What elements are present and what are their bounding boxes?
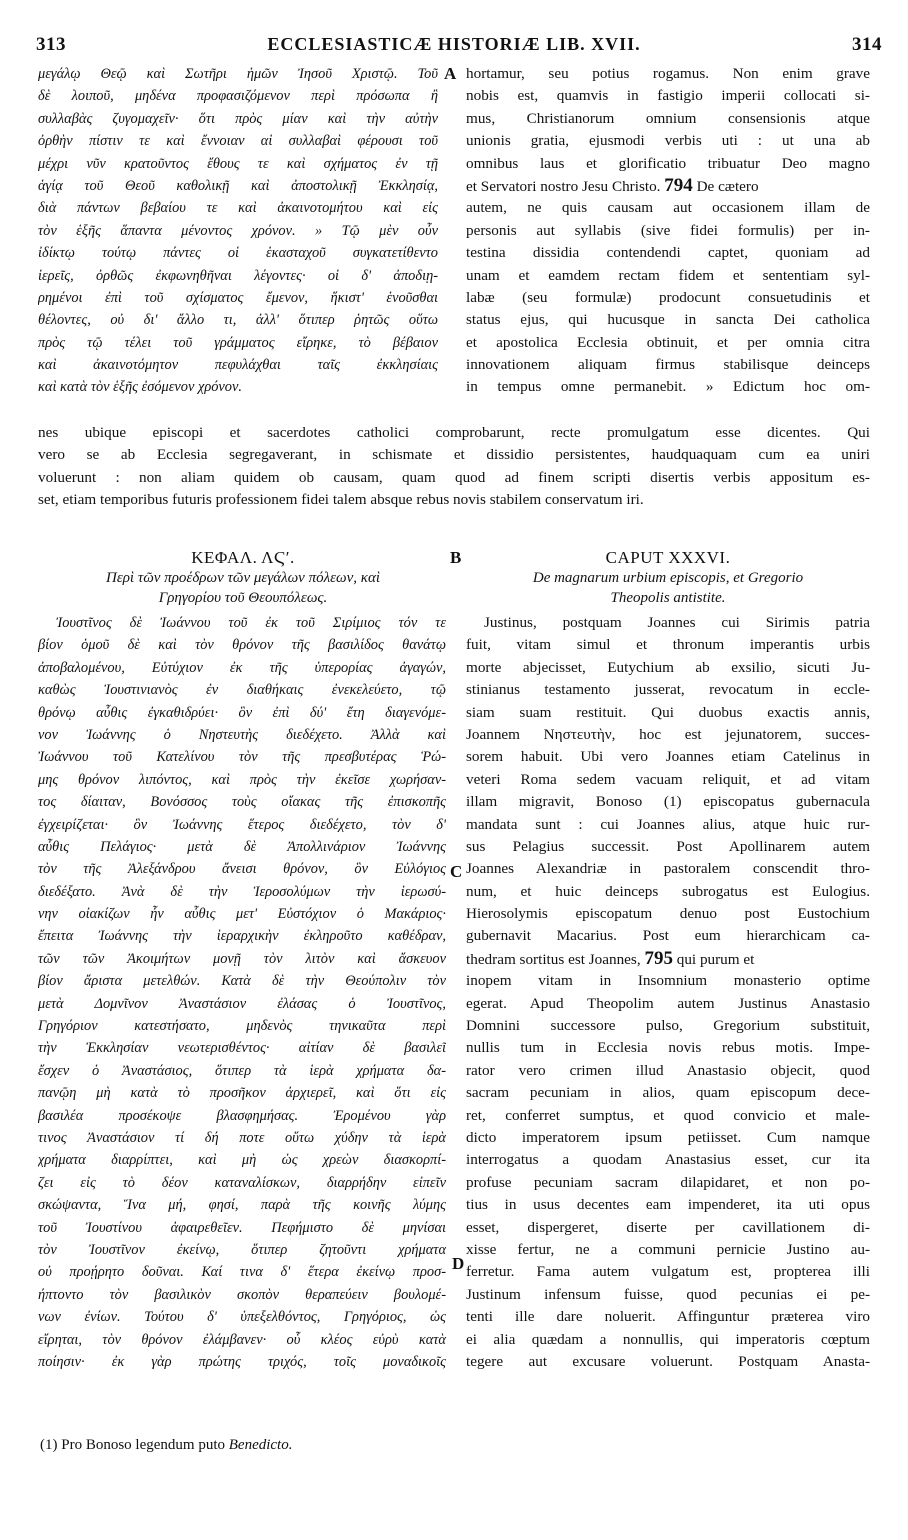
body-latin-line: ei alia quædam a nonnullis, qui imperatoris cœptum [466, 1330, 870, 1348]
body-greek-line: τοῦ Ἰουστίνου ἀφαιρεθεῖεν. Πεφήμιστο δὲ μηνίσαι [38, 1219, 446, 1236]
top-latin-line: status ejus, qui hucusque in sancta Dei catholica [466, 311, 870, 329]
top-latin-line: in tempus omne permanebit. » Edictum hoc om- [466, 378, 870, 396]
body-latin-line: nullis tum in Ecclesia novis rebus motis. Impe- [466, 1039, 870, 1057]
greek-chapter-heading-2: Γρηγορίου τοῦ Θεουπόλεως. [158, 590, 328, 606]
line-text-continued: qui purum et [676, 950, 755, 968]
running-title: ECCLESIASTICÆ HISTORIÆ LIB. XVII. [267, 34, 641, 54]
body-latin-line: Hierosolymis episcopatum denuo post Eustochium [466, 905, 870, 923]
greek-chapter-title [38, 548, 448, 608]
top-latin-line: hortamur, seu potius rogamus. Non enim grave [466, 65, 870, 82]
body-greek-line: πανῷη μὴ κατὰ τὸ προσῆκον ἀρχιερεῖ, καὶ ὅτι εἰς [38, 1085, 446, 1102]
top-full-line: set, etiam temporibus futuris professionem fidei talem absque rebus novis stabilem conservatum iri. [38, 491, 644, 509]
body-greek-line: τὴν Ἐκκλησίαν νεωτερισθέντος· αἰτίαν δὲ βασιλεῖ [38, 1040, 446, 1057]
body-greek-line: τῶν τῶν Ἀκοιμήτων μονῇ τὸν λιτὸν καὶ ἄσκευον [38, 950, 446, 967]
body-greek-line: ζει εἰς τὸ δέον καταναλίσκων, διαρρήδην εἰπεῖν [38, 1174, 446, 1191]
top-greek-line: συλλαβὰς ζυγομαχεῖν· ὅτι πρὸς μίαν καὶ τὴν αὐτὴν [38, 110, 438, 127]
greek-chapter-number: ΚΕΦΑΛ. ΛϚʹ. [191, 548, 295, 567]
top-latin-column [466, 63, 870, 399]
body-latin-line: illam migravit, Bonoso (1) episcopatus gubernacula [466, 793, 870, 811]
body-greek-line: τὸν τῆς Ἀλεξάνδρου ἄνεισι θρόνον, ὃν Εὐλόγιος [38, 861, 446, 878]
body-latin-line [466, 948, 870, 970]
body-latin-line: dicto imperatorem ipsum petiisset. Cum namque [466, 1128, 870, 1146]
body-latin-line: tegere aut excusare voluerunt. Postquam Anasta- [466, 1352, 870, 1370]
body-latin-column [466, 612, 870, 1373]
body-greek-line: βασιλέα προσέκοψε βλασφημήσας. Ἐρομένου γὰρ [38, 1107, 446, 1124]
body-greek-line: ήπτοντο τὸν βασιλικὸν σκοπὸν θεραπεύειν βουλομέ- [38, 1286, 446, 1303]
footnote-italic: Benedicto. [228, 1437, 293, 1453]
body-latin-line: Joannem Νηστευτὴν, hoc est jejunatorem, succes- [466, 725, 870, 743]
body-greek-line: ποίησιν· ἐκ γὰρ πρώτης τριχός, τοῖς μοναδικοῖς [38, 1353, 446, 1370]
body-latin-line: interrogatus a quodam Anastasius esset, cur ita [466, 1151, 870, 1169]
body-greek-line: αὖθις Πελάγιος· μετὰ δὲ Ἀπολλινάριον Ἰωάννης [38, 838, 446, 855]
body-greek-line: τὸν Ἰουστῖνον ἐκείνῳ, ὅτιπερ ζητοῦντι χρήματα [38, 1241, 446, 1258]
body-greek-column [38, 612, 446, 1373]
body-greek-line: μης θρόνον λιπόντος, καὶ πρὸς τὴν ἐκεῖσε χωρήσαν- [38, 771, 446, 788]
latin-chapter-heading-1: De magnarum urbium episcopis, et Gregorio [532, 570, 804, 586]
top-latin-line: testina dissidia contendendi captet, quoniam ad [466, 244, 870, 262]
body-latin-line: stinianus testamento jusserat, revocatum in eccle- [466, 681, 870, 699]
top-greek-line: θέλοντες, οὐ δι' ἄλλο τι, ἀλλ' ὅτιπερ ῥητῶς οὕτω [38, 312, 438, 329]
line-text: thedram sortitus est Joannes, [466, 950, 641, 968]
footnote [40, 1437, 292, 1454]
top-greek-line: ἱερεῖς, ὀρθῶς ἐκφωνηθῆναι λέγοντες· οἱ δ' ἀποδιῃ- [38, 267, 438, 284]
body-greek-line: Ἰουστῖνος δὲ Ἰωάννου τοῦ ἐκ τοῦ Σιρίμιος τόν τε [56, 615, 446, 631]
margin-marker-a: A [444, 64, 457, 83]
top-full-line: voluerunt : non aliam quidem ob causam, quam quod ad finem scripti disertis verbis appositum es- [38, 468, 870, 486]
top-latin-line: labæ (seu formulæ) prodocunt consuetudinis et [466, 288, 870, 306]
latin-chapter-heading-2: Theopolis antistite. [610, 590, 726, 606]
body-greek-line: Γρηγόριον κατεστήσατο, μηδενὸς τηνικαῦτα περὶ [38, 1018, 446, 1035]
body-latin-line: sus Pelagius successit. Post Apollinarem autem [466, 837, 870, 855]
body-latin-line: sacram pecuniam in alios, quam episcopum dece- [466, 1084, 870, 1102]
body-latin-line: tius in usus decentes eam impenderet, ita uti opus [466, 1196, 870, 1214]
body-latin-line: tenti ille dare noluerit. Affinguntur præterea viro [466, 1308, 870, 1326]
body-latin-line: Joannes Alexandriæ in pastoralem conscendit thro- [466, 860, 870, 878]
body-greek-line: τινος Ἀναστάσιον τί δή ποτε οὕτω χύδην τὰ ἱερὰ [38, 1129, 446, 1146]
top-latin-line: nobis est, quamvis in fastigio imperii collocati si- [466, 87, 870, 105]
body-latin-line: profuse pecuniam sacram dilapidaret, et non po- [466, 1173, 870, 1191]
original-page-number: 795 [644, 947, 673, 969]
top-latin-line: unionis gratia, ejusmodi verbis uti : ut una ab [466, 132, 870, 150]
top-full-line: vero se ab Ecclesia segregaverant, in schismate et dissidio persistentes, haudquaquam cum ea uniri [38, 446, 870, 464]
top-greek-line: δὲ λοιποῦ, μηδένα προφασιζόμενον περὶ πρόσωπα ἢ [38, 88, 438, 105]
top-greek-line: μεγάλῳ Θεῷ καὶ Σωτῆρι ἡμῶν Ἰησοῦ Χριστῷ. Τοῦ [38, 66, 438, 82]
body-greek-line: μετὰ Δομνῖνον Ἀναστάσιον ἐλάσας ὁ Ἰουστῖνος, [38, 995, 446, 1012]
footnote-text: (1) Pro Bonoso legendum puto [40, 1437, 225, 1453]
body-latin-line: fuit, vitam simul et thronum imperantis urbis [466, 636, 870, 654]
top-latin-line: unam et eamdem rectam fidem et sententiam syl- [466, 266, 870, 284]
body-greek-line: ἔσχεν ὁ Ἀναστάσιος, ὅτιπερ τὰ ἱερὰ χρήματα δα- [38, 1062, 446, 1079]
top-latin-line: autem, ne quis causam aut occasionem illam de [466, 199, 870, 217]
latin-chapter-title [466, 548, 870, 608]
body-greek-line: τος δίαιταν, Βονόσσος τοὺς οἴακας τῆς ἐπισκοπῆς [38, 794, 446, 811]
body-latin-line: gubernavit Macarius. Post eum hierarchicam ca- [466, 927, 870, 945]
line-text-continued: De cætero [696, 177, 759, 195]
body-greek-line: νον Ἰωάννης ὁ Νηστευτὴς διεδέχετο. Ἀλλὰ καὶ [38, 726, 446, 743]
latin-chapter-number: CAPUT XXXVI. [605, 548, 731, 567]
body-greek-line: ἐγχειρίζεται· ὃν Ἰωάννης ἕτερος διεδέχετο, τὸν δ' [38, 816, 446, 833]
body-greek-line: Ἰωάννου τοῦ Κατελίνου τὸν τῆς πρεσβυτέρας Ῥώ- [38, 749, 446, 766]
top-latin-line: mus, Christianorum omnium consensionis atque [466, 109, 870, 127]
top-greek-column [38, 63, 438, 399]
top-latin-line: omnibus laus et glorificatio tribuatur Deo magno [466, 154, 870, 172]
body-latin-line: rator vero crimen illud Anastasio objecit, quod [466, 1061, 870, 1079]
body-latin-line: siam suam restituit. Qui duobus exactis annis, [466, 703, 870, 721]
top-greek-line: μέχρι νῦν κρατοῦντος ἔθους τε καὶ σχήματος ἐν τῇ [38, 155, 438, 172]
body-greek-line: χρήματα διαρρίπτει, καὶ μὴ ὡς χρεὼν διασκορπί- [38, 1152, 446, 1169]
top-latin-line: personis aut syllabis (sive fidei formulis) per in- [466, 221, 870, 239]
top-greek-line: τὸν ἑξῆς ἅπαντα μένοντος χρόνον. » Τῷ μὲν οὖν [38, 222, 438, 239]
margin-marker-d: D [452, 1254, 465, 1273]
body-latin-line: sorem habuit. Ubi vero Joannes etiam Catelinus in [466, 748, 870, 766]
body-latin-line: num, et huic deinceps subrogatus est Eulogius. [466, 882, 870, 900]
top-full-line: nes ubique episcopi et sacerdotes catholici comprobarunt, recte promulgatum esse dicentes. Qui [38, 424, 870, 441]
top-latin-line [466, 175, 870, 197]
body-greek-line: ἀποβαλομένου, Εὐτύχιον ἐκ τῆς ὑπερορίας ἀγαγών, [38, 659, 446, 676]
body-latin-line: veteri Roma sedem vacuam reliquit, et ad vitam [466, 770, 870, 788]
top-greek-line: ἰδίκτῳ τούτῳ πάντες οἱ ἑκασταχοῦ συγκατετίθεντο [38, 245, 438, 262]
body-greek-line: καθὼς Ἰουστινιανὸς ἐν διαθήκαις ἐνεκελεύετο, τῷ [38, 682, 446, 699]
body-latin-line: xisse fertur, ne a communi pernicie Justino au- [466, 1240, 870, 1258]
top-greek-line: ἁγίᾳ τοῦ Θεοῦ καθολικῇ καὶ ἀποστολικῇ Ἐκκλησίᾳ, [38, 177, 438, 194]
body-greek-line: ἔπειτα Ἰωάννης τὴν ἱεραρχικὴν ἐκληροῦτο καθέδραν, [38, 928, 446, 945]
body-greek-line: διεδέξατο. Ἀνὰ δὲ τὴν Ἱεροσολύμων τὴν ἱερωσύ- [38, 883, 446, 900]
body-latin-line: ferretur. Fama autem vulgatum est, propterea illi [466, 1263, 870, 1281]
page-number-right: 314 [852, 34, 882, 55]
body-greek-line: οὐ προῄρητο δοῦναι. Καί τινα δ' ἕτερα ἐκείνῳ προσ- [38, 1264, 446, 1281]
body-greek-line: βίον ὁμοῦ δὲ καὶ τὸν θρόνον τῆς βασιλίδος θανάτῳ [38, 637, 446, 654]
top-greek-line: ὀρθὴν πίστιν τε καὶ ἔννοιαν αἱ συλλαβαὶ φέρουσι τοῦ [38, 133, 438, 150]
page-number-left: 313 [36, 34, 66, 55]
body-latin-line: egerat. Apud Theopolim autem Justinus Anastasio [466, 994, 870, 1012]
line-text: et Servatori nostro Jesu Christo. [466, 177, 661, 195]
body-greek-line: νων ἐνίων. Τούτου δ' ὑπεξελθόντος, Γρηγόριος, ὡς [38, 1309, 446, 1326]
top-greek-line: ρημένοι ἐπὶ τοῦ σχίσματος ἔμενον, ἥκιστ' ἑνοῦσθαι [38, 289, 438, 306]
body-greek-line: νην οἰακίζων ἦν αὖθις μετ' Εὐστόχιον ὁ Μακάριος· [38, 906, 446, 923]
body-greek-line: σκώψαντα, Ἵνα μή, φησί, παρὰ τῆς κοινῆς λύμης [38, 1197, 446, 1214]
body-latin-line: morte abjecisset, Eutychium ab exsilio, sicuti Ju- [466, 658, 870, 676]
top-latin-line: et apostolica Ecclesia obtinuit, et per omnia citra [466, 333, 870, 351]
body-latin-line: mandata sunt : cui Joannes alius, atque huic rur- [466, 815, 870, 833]
body-latin-line: esset, dispergeret, diserte per cavillationem di- [466, 1218, 870, 1236]
body-greek-line: βίον ἄριστα μετελθών. Κατὰ δὲ τὴν Θεούπολιν τὸν [38, 973, 446, 990]
top-latin-line: innovationem aliquam firmus stabilisque deinceps [466, 356, 870, 374]
margin-marker-b: B [450, 548, 462, 567]
margin-marker-c: C [450, 862, 463, 881]
body-latin-line: Domnini successore pulso, Gregorium substituit, [466, 1017, 870, 1035]
top-greek-line: διὰ πάντων βεβαίου τε καὶ ἀκαινοτομήτου καὶ εἰς [38, 200, 438, 217]
body-greek-line: θρόνῳ αὖθις ἐγκαθιδρύει· ὃν ἐπὶ δύ' ἔτη διαγενόμε- [38, 704, 446, 721]
original-page-number: 794 [664, 174, 693, 196]
top-greek-line: καὶ ἀκαινοτόμητον πεφυλάχθαι ταῖς ἐκκλησίαις [38, 357, 438, 374]
top-greek-line: καὶ κατὰ τὸν ἑξῆς ἐσόμενον χρόνον. [38, 379, 242, 396]
top-greek-line: πρὸς τῷ τέλει τοῦ γράμματος εἴρηκε, τὸ βέβαιον [38, 334, 438, 351]
top-full-width-text [38, 422, 870, 512]
body-latin-line: Justinum infensum fuisse, quod pecunias ei pe- [466, 1285, 870, 1303]
body-latin-line: Justinus, postquam Joannes cui Sirimis patria [484, 614, 870, 631]
body-greek-line: εἴρηται, τὸν θρόνον ἐλάμβανεν· οὗ κλέος εὐρὺ κατὰ [38, 1331, 446, 1348]
greek-chapter-heading-1: Περὶ τῶν προέδρων τῶν μεγάλων πόλεων, καὶ [105, 570, 381, 586]
body-latin-line: ret, conferret sumptus, et quod convicio et male- [466, 1106, 870, 1124]
body-latin-line: inopem vitam in Insomnium monasterio optime [466, 972, 870, 990]
